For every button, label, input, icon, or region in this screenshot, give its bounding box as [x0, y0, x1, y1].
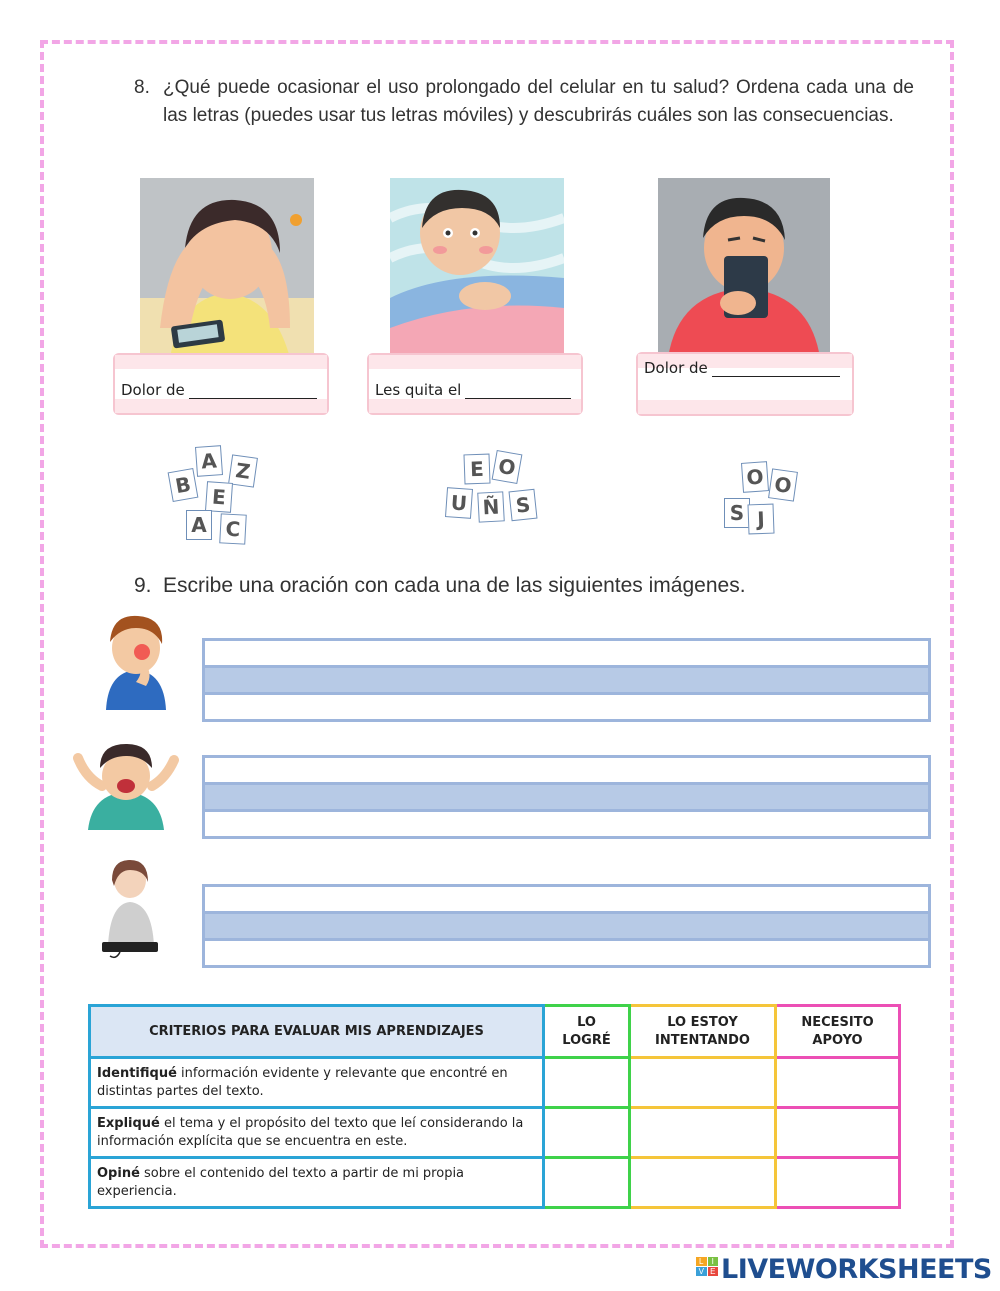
logo-letter: L: [696, 1257, 707, 1266]
letter-tile[interactable]: A: [195, 445, 223, 477]
logo-letter: I: [708, 1257, 719, 1266]
necesito-apoyo-checkbox[interactable]: [776, 1158, 900, 1208]
answer-blank-1[interactable]: [189, 384, 317, 399]
sentence-writing-box-1[interactable]: [202, 638, 931, 722]
lo-estoy-intentando-checkbox[interactable]: [630, 1158, 776, 1208]
child-eye-pain-icon: [100, 612, 172, 710]
lo-estoy-intentando-header: LO ESTOY INTENTANDO: [630, 1006, 776, 1058]
question-9: [134, 572, 914, 602]
letter-tile[interactable]: O: [768, 468, 798, 501]
table-row: [90, 1108, 900, 1158]
boy-eye-pain-illustration: [658, 178, 830, 358]
necesito-apoyo-checkbox[interactable]: [776, 1058, 900, 1108]
sentence-writing-box-3[interactable]: [202, 884, 931, 968]
question-8: [134, 74, 914, 164]
lo-logre-checkbox[interactable]: [544, 1158, 630, 1208]
criteria-cell: [90, 1108, 544, 1158]
table-row: [90, 1158, 900, 1208]
liveworksheets-wordmark: LIVEWORKSHEETS: [721, 1254, 992, 1285]
letter-tile[interactable]: Z: [228, 454, 258, 487]
liveworksheets-brand[interactable]: [696, 1254, 992, 1285]
table-row: [90, 1058, 900, 1108]
criteria-description: el tema y el propósito del texto que leí considerando la información explícita que se encuentra en este.: [97, 1115, 524, 1149]
letter-tile[interactable]: U: [445, 487, 473, 519]
letter-tile[interactable]: O: [741, 461, 769, 493]
criteria-header: CRITERIOS PARA EVALUAR MIS APRENDIZAJES: [90, 1006, 544, 1058]
lo-estoy-intentando-checkbox[interactable]: [630, 1108, 776, 1158]
logo-letter: V: [696, 1267, 707, 1276]
lo-logre-header: LO LOGRÉ: [544, 1006, 630, 1058]
criteria-keyword: Identifiqué: [97, 1065, 177, 1081]
answer-label-box-2: [367, 353, 583, 415]
question-9-text: Escribe una oración con cada una de las siguientes imágenes.: [163, 574, 746, 597]
question-8-text: ¿Qué puede ocasionar el uso prolongado del celular en tu salud? Ordena cada una de las letras (puedes usar tus letras móviles) y descubrirás cuáles son las consecuencias.: [163, 77, 914, 126]
answer-blank-2[interactable]: [465, 384, 571, 399]
criteria-cell: [90, 1158, 544, 1208]
criteria-description: información evidente y relevante que encontré en distintas partes del texto.: [97, 1065, 508, 1099]
letter-tile[interactable]: S: [724, 498, 750, 528]
liveworksheets-logo-icon: [696, 1257, 718, 1283]
question-9-number: 9.: [134, 574, 152, 597]
evaluation-criteria-table: [88, 1004, 901, 1209]
necesito-apoyo-checkbox[interactable]: [776, 1108, 900, 1158]
tired-person-keyboard-icon: [100, 856, 162, 960]
answer-blank-3[interactable]: [712, 362, 840, 377]
criteria-description: sobre el contenido del texto a partir de mi propia experiencia.: [97, 1165, 465, 1199]
boy-sleepless-illustration: [390, 178, 564, 358]
answer-label-text-1: Dolor de: [121, 381, 185, 399]
answer-label-box-1: [113, 353, 329, 415]
letter-tile[interactable]: A: [186, 510, 212, 540]
letter-tile[interactable]: O: [492, 450, 523, 484]
lo-logre-checkbox[interactable]: [544, 1108, 630, 1158]
criteria-cell: [90, 1058, 544, 1108]
letter-tile[interactable]: J: [747, 504, 774, 535]
letter-tile[interactable]: E: [463, 454, 490, 485]
girl-headache-illustration: [140, 178, 314, 358]
lo-estoy-intentando-checkbox[interactable]: [630, 1058, 776, 1108]
lo-logre-checkbox[interactable]: [544, 1058, 630, 1108]
sentence-writing-box-2[interactable]: [202, 755, 931, 839]
answer-label-text-2: Les quita el: [375, 381, 462, 399]
letter-tile[interactable]: S: [509, 489, 538, 522]
answer-label-text-3: Dolor de: [644, 359, 708, 377]
letter-tile[interactable]: C: [219, 513, 247, 544]
answer-label-box-3: [636, 352, 854, 416]
child-yawning-icon: [72, 738, 180, 830]
necesito-apoyo-header: NECESITO APOYO: [776, 1006, 900, 1058]
question-8-number: 8.: [134, 77, 150, 98]
criteria-keyword: Expliqué: [97, 1115, 160, 1131]
logo-letter: E: [708, 1267, 719, 1276]
letter-tile[interactable]: Ñ: [477, 491, 505, 522]
criteria-keyword: Opiné: [97, 1165, 140, 1181]
letter-tile[interactable]: B: [168, 468, 199, 502]
letter-tile[interactable]: E: [205, 481, 233, 513]
